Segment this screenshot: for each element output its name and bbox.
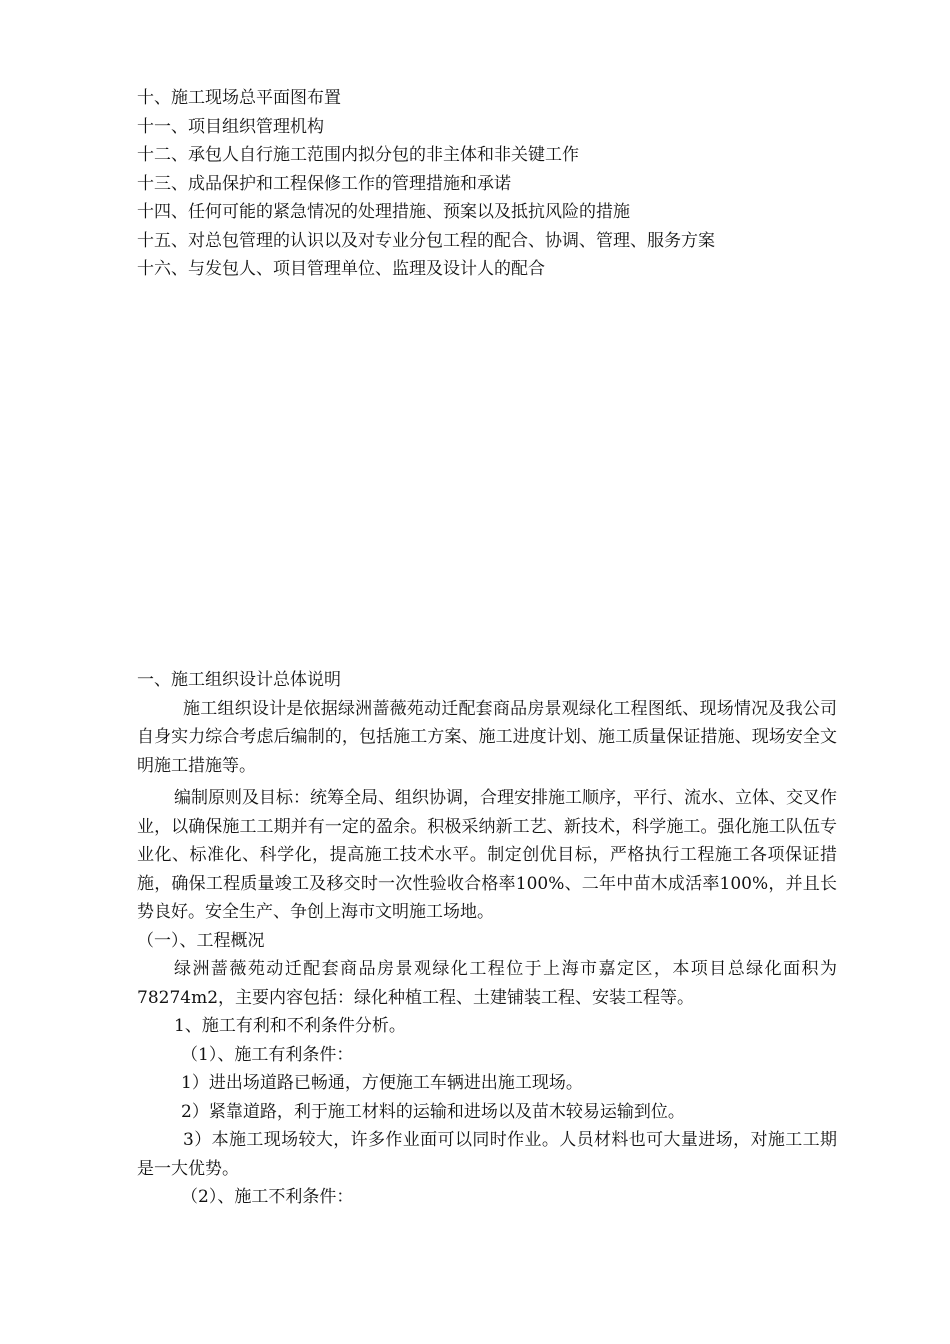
toc-item: 十、施工现场总平面图布置 — [137, 88, 341, 108]
table-of-contents — [137, 84, 837, 284]
principles-paragraph: 编制原则及目标：统筹全局、组织协调，合理安排施工顺序，平行、流水、立体、交叉作业，以确保施工工期并有一定的盈余。积极采纳新工艺、新技术，科学施工。强化施工队伍专业化、标准化、科学化，提高施工技术水平。制定创优目标，严格执行工程施工各项保证措施，确保工程质量竣工及移交时一次性验收合格率100%、二年中苗木成活率100%，并且长势良好。安全生产、争创上海市文明施工场地。 — [137, 788, 837, 922]
favorable-item: 3）本施工现场较大，许多作业面可以同时作业。人员材料也可大量进场，对施工工期是一大优势。 — [137, 1130, 837, 1179]
section-heading: 一、施工组织设计总体说明 — [137, 670, 341, 690]
favorable-item: 1）进出场道路已畅通，方便施工车辆进出施工现场。 — [181, 1073, 583, 1093]
favorable-item: 2）紧靠道路，利于施工材料的运输和进场以及苗木较易运输到位。 — [181, 1101, 685, 1122]
favorable-title: （1）、施工有利条件： — [181, 1044, 354, 1065]
toc-item: 十六、与发包人、项目管理单位、监理及设计人的配合 — [137, 259, 545, 279]
document-body — [137, 666, 837, 1212]
toc-item: 十二、承包人自行施工范围内拟分包的非主体和非关键工作 — [137, 145, 579, 165]
unfavorable-title: （2）、施工不利条件： — [181, 1187, 354, 1207]
toc-item: 十三、成品保护和工程保修工作的管理措施和承诺 — [137, 173, 511, 194]
overview-paragraph: 绿洲蔷薇苑动迁配套商品房景观绿化工程位于上海市嘉定区，本项目总绿化面积为78274m2，主要内容包括：绿化种植工程、土建铺装工程、安装工程等。 — [137, 959, 837, 1008]
analysis-title: 1、施工有利和不利条件分析。 — [174, 1016, 406, 1036]
toc-item: 十四、任何可能的紧急情况的处理措施、预案以及抵抗风险的措施 — [137, 202, 630, 222]
intro-paragraph: 施工组织设计是依据绿洲蔷薇苑动迁配套商品房景观绿化工程图纸、现场情况及我公司自身实力综合考虑后编制的，包括施工方案、施工进度计划、施工质量保证措施、现场安全文明施工措施等。 — [137, 698, 837, 776]
toc-item: 十五、对总包管理的认识以及对专业分包工程的配合、协调、管理、服务方案 — [137, 230, 715, 251]
overview-heading: （一）、工程概况 — [137, 930, 265, 951]
toc-item: 十一、项目组织管理机构 — [137, 116, 324, 137]
